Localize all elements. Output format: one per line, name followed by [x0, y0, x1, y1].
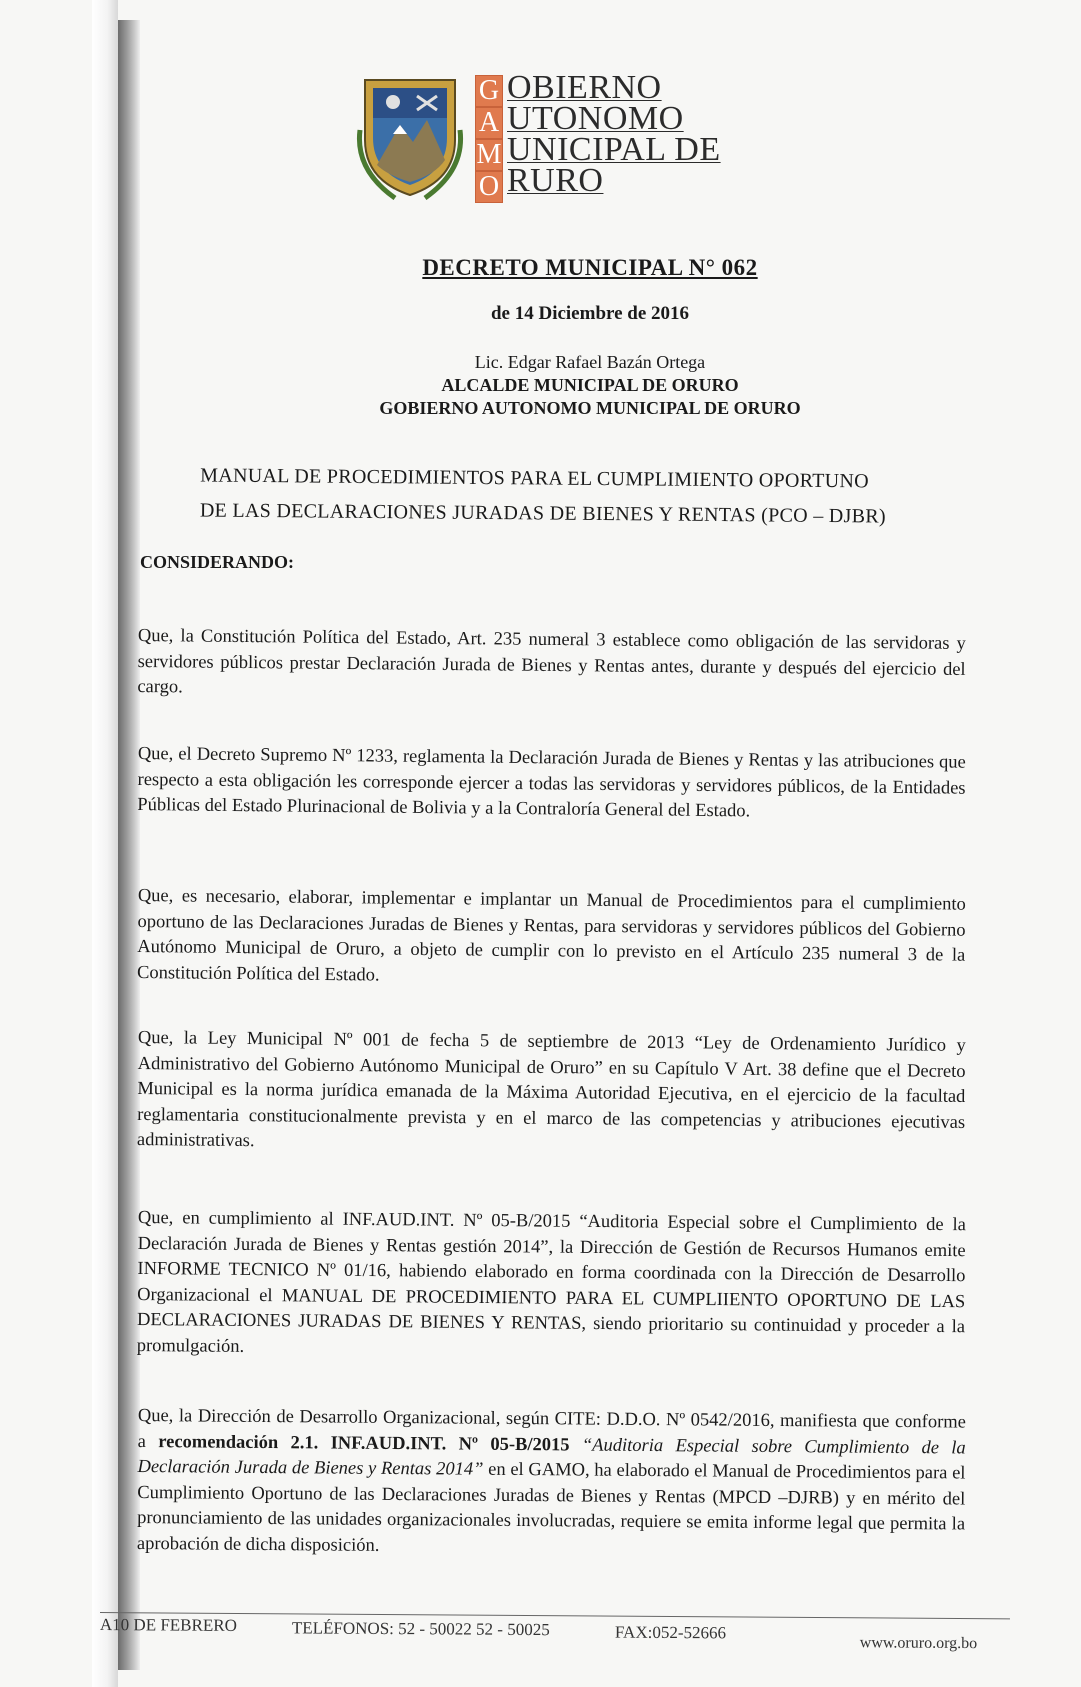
- gamo-word: RURO: [507, 162, 604, 199]
- government-name: GOBIERNO AUTONOMO MUNICIPAL DE ORURO: [379, 398, 801, 418]
- manual-title-line-1: MANUAL DE PROCEDIMIENTOS PARA EL CUMPLIMIENTO OPORTUNO: [200, 464, 869, 493]
- gamo-word: OBIERNO: [507, 69, 662, 106]
- gamo-word: UTONOMO: [507, 100, 684, 137]
- gamo-letter: G: [475, 75, 503, 107]
- recommendation-reference: recomendación 2.1. INF.AUD.INT. Nº 05-B/2015: [158, 1431, 570, 1455]
- paragraph-5: Que, en cumplimiento al INF.AUD.INT. Nº 05-B/2015 “Auditoria Especial sobre el Cumplimiento de la Declaración Jurada de Bienes y Rentas gestión 2014”, la Dirección de Gestión de Recursos Humanos emite INFORME TECNICO Nº 01/16, habiendo elaborado en forma coordinada con la Dirección de Desarrollo Organizacional el MANUAL DE PROCEDIMIENTO PARA EL CUMPLIIENTO OPORTUNO DE LAS DECLARACIONES JURADAS DE BIENES Y RENTAS, siendo prioritario su continuidad y proceder a la promulgación.: [136, 1207, 966, 1357]
- manual-title: [200, 459, 1001, 536]
- considerando-heading: CONSIDERANDO:: [140, 552, 295, 572]
- paragraph-1: Que, la Constitución Política del Estado, Art. 235 numeral 3 establece como obligación de las servidoras y servidores públicos prestar Declaración Jurada de Bienes y Rentas antes, durante y después del ejercicio del cargo.: [137, 625, 966, 698]
- paragraph-4: Que, la Ley Municipal Nº 001 de fecha 5 de septiembre de 2013 “Ley de Ordenamiento Jurídico y Administrativo del Gobierno Autónomo Municipal de Oruro” en su Capítulo V Art. 38 define que el Decreto Municipal es la norma jurídica emanada de la Máxima Autoridad Ejecutiva, en el ejercicio de la facultad reglamentaria constitucionalmente prevista y en el marco de las competencias y atribuciones ejecutivas administrativas.: [136, 1027, 966, 1152]
- binding-edge: [92, 0, 118, 1687]
- audit-title-quote: “Auditoria Especial sobre Cumplimiento de la Declaración Jurada de Bienes y Rentas 2014”: [137, 1434, 966, 1480]
- gamo-word: UNICIPAL DE: [507, 131, 721, 168]
- footer-phones: TELÉFONOS: 52 - 50022 52 - 50025: [291, 1618, 550, 1640]
- decree-title: DECRETO MUNICIPAL N° 062: [422, 255, 758, 280]
- mayor-name: Lic. Edgar Rafael Bazán Ortega: [474, 352, 706, 372]
- manual-title-line-2: DE LAS DECLARACIONES JURADAS DE BIENES Y RENTAS (PCO – DJBR): [199, 499, 887, 528]
- paragraph-3: Que, es necesario, elaborar, implementar e implantar un Manual de Procedimientos para el cumplimiento oportuno de las Declaraciones Juradas de Bienes y Rentas, para servidoras y servidores públicos del Gobierno Autónomo Municipal de Oruro, a objeto de cumplir con lo previsto en el Artículo 235 numeral 3 de la Constitución Política del Estado.: [136, 885, 966, 986]
- gamo-letter: O: [475, 171, 503, 203]
- gamo-logo: [355, 70, 725, 205]
- footer-address: A10 DE FEBRERO: [99, 1615, 237, 1635]
- coat-of-arms-icon: [355, 70, 465, 200]
- footer-fax: FAX:052-52666: [614, 1622, 727, 1643]
- footer: [100, 1615, 1015, 1661]
- gamo-initials: [475, 75, 503, 200]
- decree-date: de 14 Diciembre de 2016: [490, 303, 690, 324]
- paragraph-6: [137, 1404, 966, 1563]
- gamo-letter: M: [476, 139, 502, 170]
- gamo-letter: A: [475, 107, 503, 139]
- mayor-title: ALCALDE MUNICIPAL DE ORURO: [441, 375, 739, 395]
- gamo-words: [507, 69, 721, 199]
- footer-website: www.oruro.org.bo: [859, 1634, 978, 1653]
- paragraph-2: Que, el Decreto Supremo Nº 1233, reglamenta la Declaración Jurada de Bienes y Rentas y las atribuciones que respecto a esta obligación les corresponde ejercer a todas las servidoras y servidores públicos, de la Entidades Públicas del Estado Plurinacional de Bolivia y a la Contraloría General del Estado.: [137, 743, 966, 822]
- paragraph-6-part-a: Que, la Dirección de Desarrollo Organizacional, según CITE: D.D.O. Nº 0542/2016, manifiesta que conforme a: [137, 1405, 966, 1452]
- paragraph-6-part-d: en el GAMO, ha elaborado el Manual de Procedimientos para el Cumplimiento Oportuno de las Declaraciones Juradas de Bienes y Rentas (MPCD –DJRB) y en mérito del pronunciamiento de las unidades organizacionales involucradas, requiere se emita informe legal que permita la aprobación de dicha disposición.: [136, 1459, 966, 1556]
